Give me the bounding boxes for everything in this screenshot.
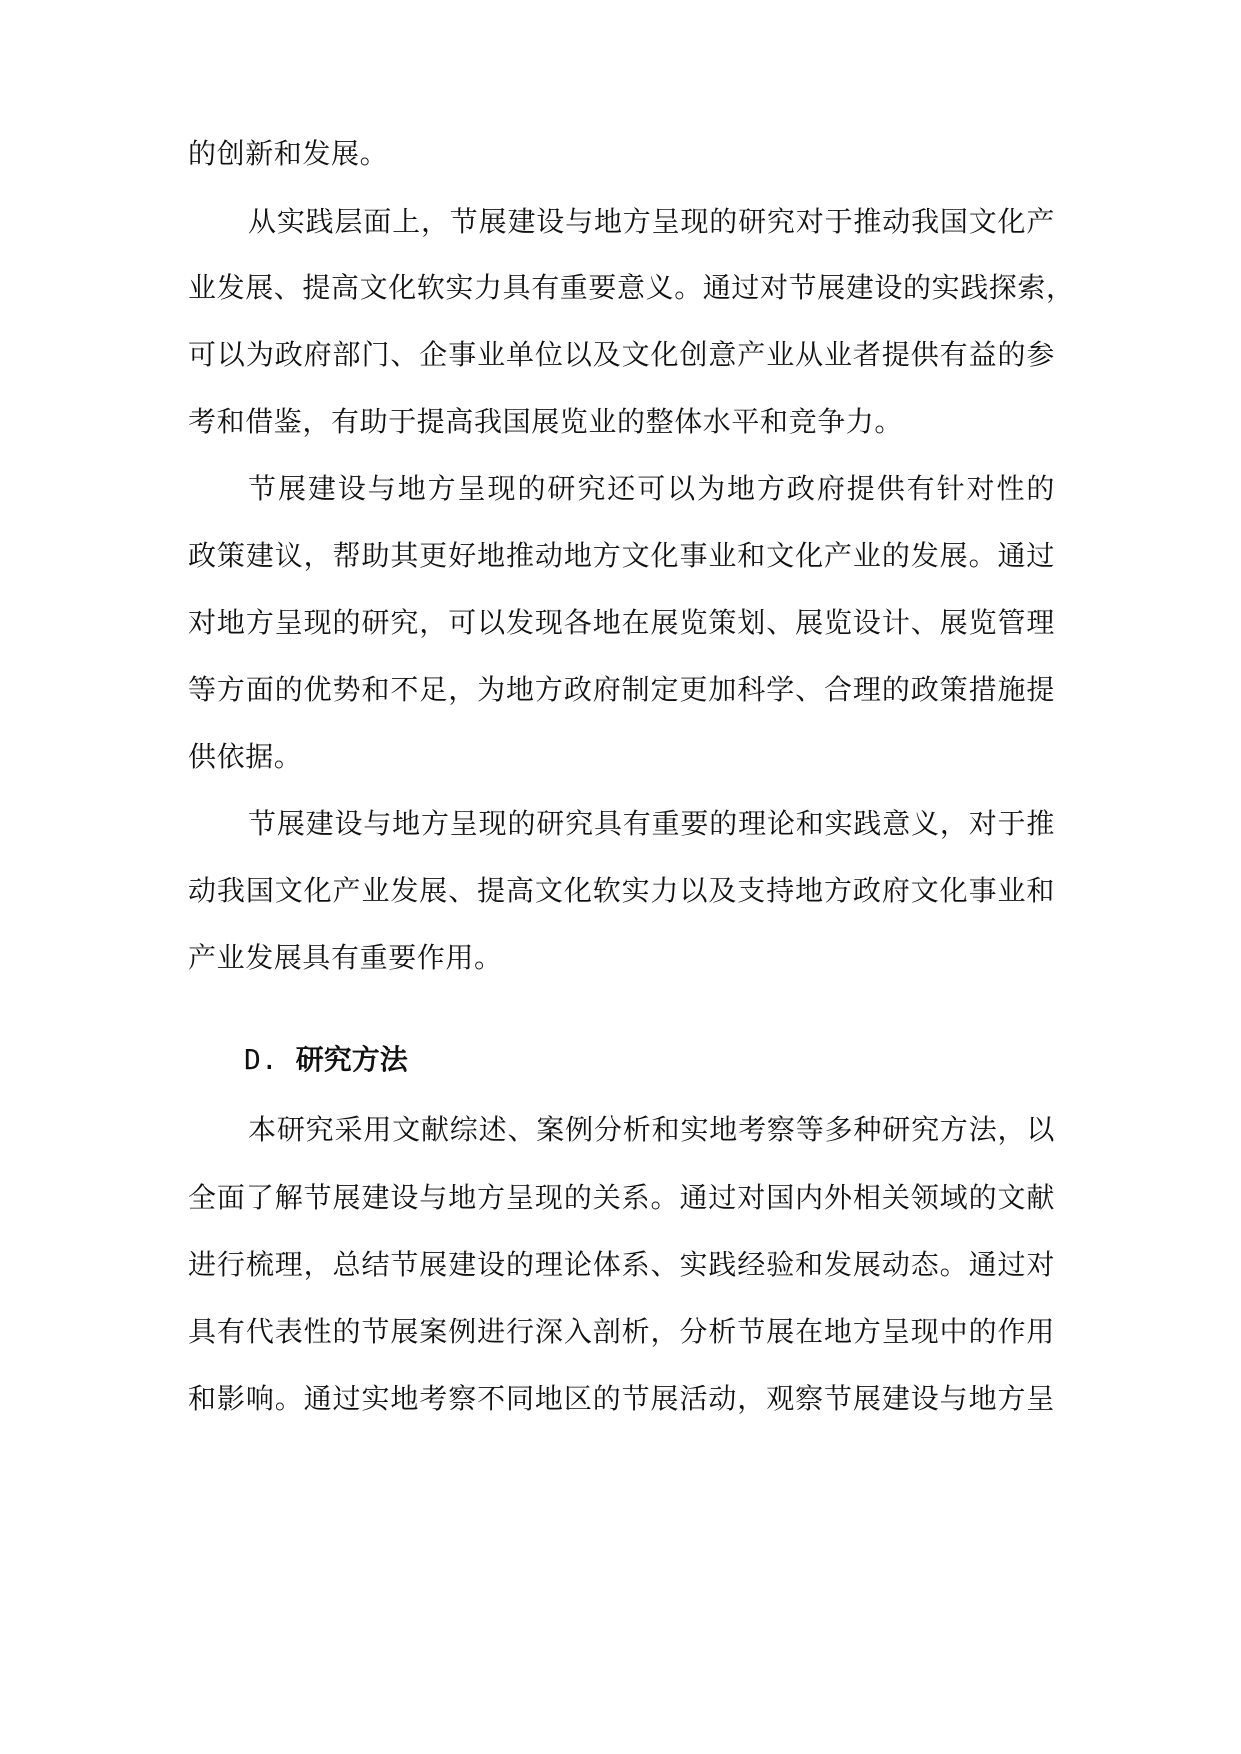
section-heading-label: D. [244, 1043, 278, 1076]
paragraph-4-line-3: 产业发展具有重要作用。 [188, 941, 503, 974]
paragraph-1-line-1: 的创新和发展。 [188, 137, 389, 170]
section-heading [244, 1040, 408, 1080]
section-paragraph-line-5: 和影响。通过实地考察不同地区的节展活动，观察节展建设与地方呈 [188, 1382, 1055, 1415]
paragraph-4-line-1: 节展建设与地方呈现的研究具有重要的理论和实践意义，对于推 [248, 807, 1055, 840]
section-paragraph-line-3: 进行梳理，总结节展建设的理论体系、实践经验和发展动态。通过对 [188, 1248, 1055, 1281]
paragraph-3-line-5: 供依据。 [188, 740, 303, 773]
paragraph-3-line-4: 等方面的优势和不足，为地方政府制定更加科学、合理的政策措施提 [188, 673, 1055, 706]
paragraph-3-line-1: 节展建设与地方呈现的研究还可以为地方政府提供有针对性的 [248, 472, 1055, 505]
section-heading-title: 研究方法 [295, 1043, 408, 1076]
section-paragraph-line-2: 全面了解节展建设与地方呈现的关系。通过对国内外相关领域的文献 [188, 1181, 1055, 1214]
paragraph-2-line-4: 考和借鉴，有助于提高我国展览业的整体水平和竞争力。 [188, 405, 904, 438]
paragraph-2-line-3: 可以为政府部门、企事业单位以及文化创意产业从业者提供有益的参 [188, 338, 1055, 371]
section-paragraph-line-1: 本研究采用文献综述、案例分析和实地考察等多种研究方法，以 [248, 1113, 1055, 1146]
paragraph-2-line-2: 业发展、提高文化软实力具有重要意义。通过对节展建设的实践探索， [188, 271, 1075, 304]
paragraph-4-line-2: 动我国文化产业发展、提高文化软实力以及支持地方政府文化事业和 [188, 874, 1055, 907]
paragraph-3-line-3: 对地方呈现的研究，可以发现各地在展览策划、展览设计、展览管理 [188, 606, 1055, 639]
section-paragraph-line-4: 具有代表性的节展案例进行深入剖析，分析节展在地方呈现中的作用 [188, 1315, 1055, 1348]
paragraph-3-line-2: 政策建议，帮助其更好地推动地方文化事业和文化产业的发展。通过 [188, 539, 1055, 572]
paragraph-2-line-1: 从实践层面上，节展建设与地方呈现的研究对于推动我国文化产 [248, 205, 1055, 238]
